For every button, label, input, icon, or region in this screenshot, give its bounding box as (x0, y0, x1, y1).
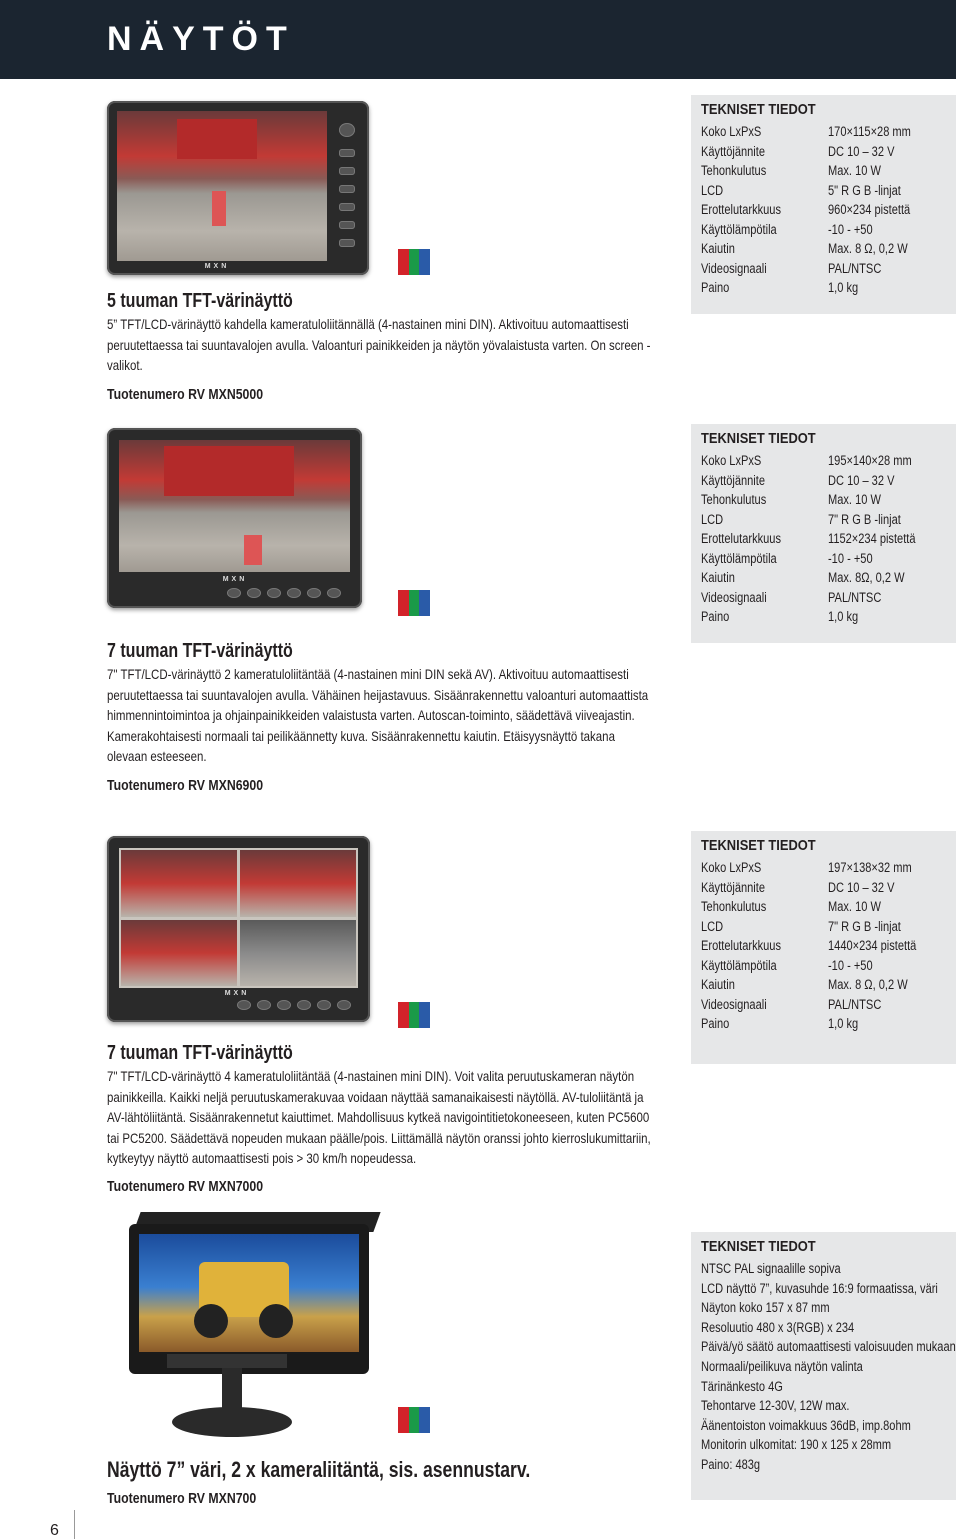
monitor-image-mxn700 (107, 1212, 377, 1447)
page-title: NÄYTÖT (107, 20, 295, 58)
product-title: Näyttö 7” väri, 2 x kameraliitäntä, sis. asennustarv. (107, 1457, 531, 1482)
product-description: 7" TFT/LCD-värinäyttö 2 kameratuloliitäntää (4-nastainen mini DIN sekä AV). Aktivoituu automaattisesti peruutettaessa tai suuntavalojen avulla. Vähäinen heijastavuus. Sisäänrakennettu valoanturi automaattista himmennintoimintoa ja ohjainpainikkeiden valaistusta varten. Autoscan-toiminto, säädettävä viiveajastin. Kamerakohtaisesti normaali tai peilikäännetty kuva. Sisäänrakennettu kaiutin. Etäisyysnäyttö takana olevaan esteeseen. (107, 666, 649, 765)
spec-line: Äänentoiston voimakkuus 36dB, imp.8ohm (701, 1417, 911, 1433)
product-title: 5 tuuman TFT-värinäyttö (107, 290, 293, 312)
product-code: Tuotenumero RV MXN7000 (107, 1178, 264, 1195)
spec-line: Paino: 483g (701, 1457, 761, 1472)
spec-box (691, 1232, 956, 1500)
page-header (0, 0, 956, 79)
spec-line: Tehontarve 12-30V, 12W max. (701, 1398, 850, 1414)
spec-line: Tärinänkesto 4G (701, 1378, 783, 1394)
spec-line: LCD näyttö 7”, kuvasuhde 16:9 formaatissa, väri (701, 1280, 938, 1296)
spec-box: TEKNISET TIEDOT Koko LxPxS 170×115×28 mm Käyttöjännite DC 10 – 32 V Tehonkulutus Max. 10 W LCD 5" R G B -linjat Erottelutarkkuus 960×234 pistettä Käyttölämpötila -10 - +50 Kaiutin Max. 8 Ω, 0,2 W Videosignaali PAL/NTSC Paino 1,0 kg (691, 95, 956, 314)
spec-line: Normaali/peilikuva näytön valinta (701, 1359, 863, 1374)
page-number: 6 (50, 1522, 59, 1539)
rgb-icon (398, 1002, 430, 1028)
spec-title: TEKNISET TIEDOT (701, 837, 816, 854)
spec-title: TEKNISET TIEDOT (701, 1238, 816, 1255)
spec-line: Monitorin ulkomitat: 190 x 125 x 28mm (701, 1437, 892, 1453)
monitor-image-mxn7000 (107, 836, 370, 1022)
spec-line: Resoluutio 480 x 3(RGB) x 234 (701, 1319, 855, 1335)
spec-box: TEKNISET TIEDOT Koko LxPxS 197×138×32 mm Käyttöjännite DC 10 – 32 V Tehonkulutus Max. 10 W LCD 7" R G B -linjat Erottelutarkkuus 1440×234 pistettä Käyttölämpötila -10 - +50 Kaiutin Max. 8 Ω, 0,2 W Videosignaali PAL/NTSC Paino 1,0 kg (691, 831, 956, 1064)
spec-box: TEKNISET TIEDOT Koko LxPxS 195×140×28 mm Käyttöjännite DC 10 – 32 V Tehonkulutus Max. 10 W LCD 7" R G B -linjat Erottelutarkkuus 1152×234 pistettä Käyttölämpötila -10 - +50 Kaiutin Max. 8Ω, 0,2 W Videosignaali PAL/NTSC Paino 1,0 kg (691, 424, 956, 643)
monitor-brand-label: MXN (222, 576, 248, 583)
product-title: 7 tuuman TFT-värinäyttö (107, 640, 293, 662)
monitor-brand-label: MXN (204, 263, 230, 270)
page-margin-line (74, 1510, 75, 1539)
monitor-brand-label: MXN (224, 990, 250, 997)
spec-line: Päivä/yö säätö automaattisesti valoisuuden mukaan (701, 1339, 956, 1355)
rgb-icon (398, 249, 430, 275)
product-description: 5” TFT/LCD-värinäyttö kahdella kameratuloliitännällä (4-nastainen mini DIN). Aktivoituu automaattisesti peruutettaessa tai suuntavalojen avulla. Valoanturi painikkeiden ja näytön yövalaistusta varten. On screen -valikot. (107, 316, 651, 374)
monitor-image-mxn6900 (107, 428, 362, 608)
product-description: 7" TFT/LCD-värinäyttö 4 kameratuloliitäntää (4-nastainen mini DIN). Voit valita peruutuskameran näytön painikkeilla. Kaikki neljä peruutuskamerakuvaa voidaan näyttää samanaikaisesti näytöllä. AV-tuloliitäntä ja AV-lähtöliitäntä. Sisäänrakennetut kaiuttimet. Mahdollisuus kytkeä navigointitietokoneeseen, kuten PC5600 tai PC5200. Säädettävä nopeuden mukaan päälle/pois. Liittämällä näytön oranssi johto kierroslukumittariin, kytkeytyy näyttö automaattisesti pois > 30 km/h nopeudessa. (107, 1068, 651, 1167)
product-code: Tuotenumero RV MXN6900 (107, 777, 264, 794)
product-code: Tuotenumero RV MXN5000 (107, 386, 264, 403)
spec-line: NTSC PAL signaalille sopiva (701, 1261, 841, 1276)
monitor-image-mxn5000 (107, 101, 369, 275)
spec-line: Näyton koko 157 x 87 mm (701, 1300, 830, 1316)
rgb-icon (398, 1407, 430, 1433)
spec-title: TEKNISET TIEDOT (701, 101, 816, 118)
spec-title: TEKNISET TIEDOT (701, 430, 816, 447)
product-title: 7 tuuman TFT-värinäyttö (107, 1042, 293, 1064)
product-code: Tuotenumero RV MXN700 (107, 1490, 257, 1507)
rgb-icon (398, 590, 430, 616)
